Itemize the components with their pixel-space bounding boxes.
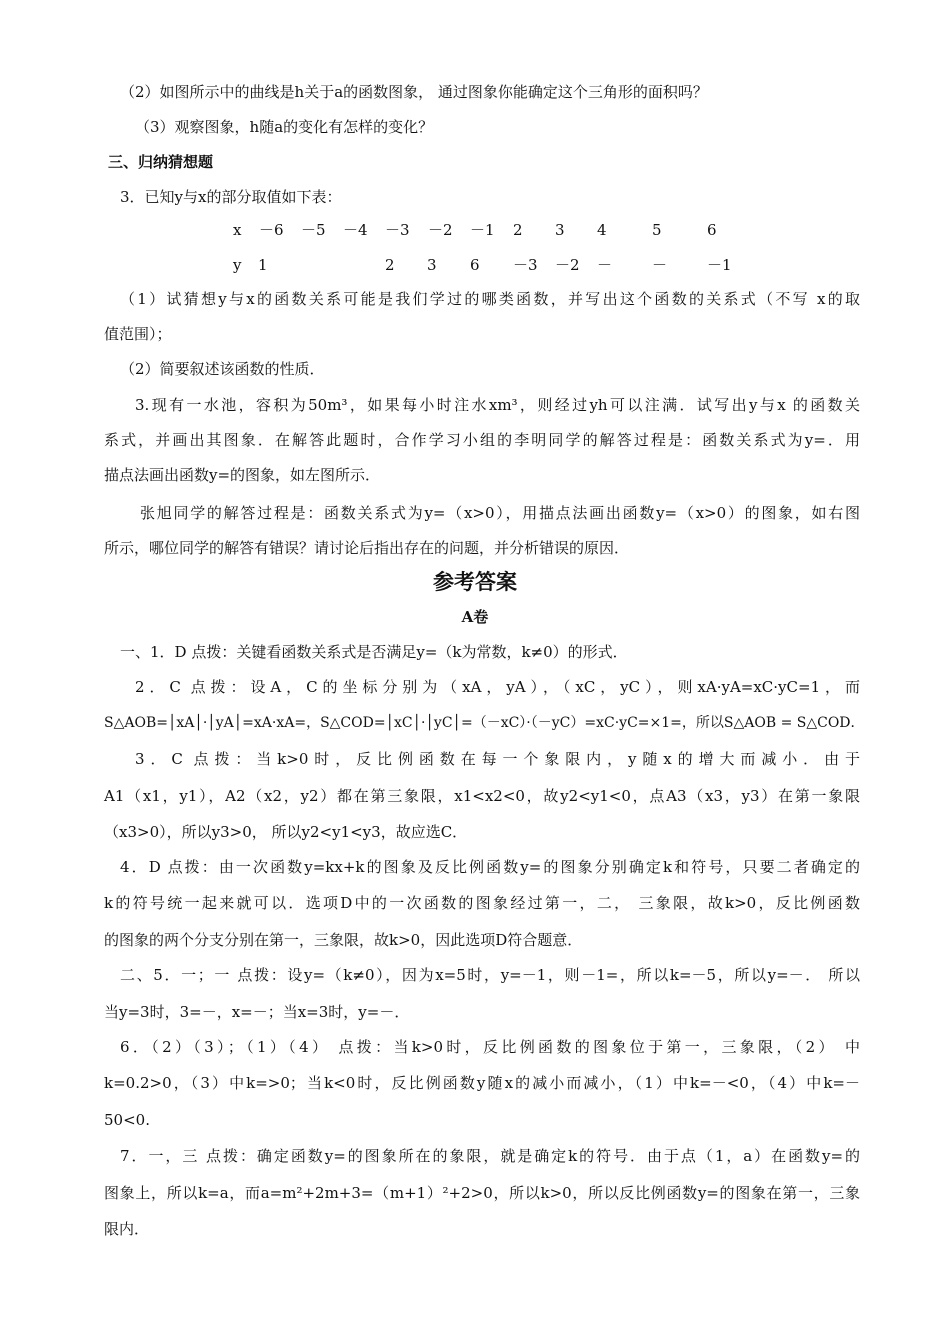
table-cell: －1 — [707, 256, 732, 274]
answer-3: 3．C 点拨：当k>0时，反比例函数在每一个象限内，y随x的增大而减小．由于 — [135, 750, 860, 768]
answer-7-cont-1: 图象上，所以k=a，而a=m²+2m+3=（m+1）²+2>0，所以k>0，所以反比例函数y=的图象在第一，三象 — [104, 1184, 860, 1202]
table-cell: 3 — [427, 256, 437, 274]
problem-water-tank-cont-1: 系式，并画出其图象．在解答此题时，合作学习小组的李明同学的解答过程是：函数关系式为y=．用 — [104, 431, 860, 449]
problem-water-tank-cont-2: 描点法画出函数y=的图象，如左图所示． — [104, 466, 381, 484]
answer-1: 一、1．D 点拨：关键看函数关系式是否满足y=（k为常数，k≠0）的形式． — [120, 643, 628, 661]
answer-2: 2．C 点拨：设A，C的坐标分别为（xA，yA），（xC，yC），则xA·yA=xC·yC=1，而 — [135, 678, 860, 696]
problem-3-intro: 3．已知y与x的部分取值如下表： — [120, 188, 342, 206]
table-cell: x — [233, 221, 242, 239]
table-cell: 3 — [555, 221, 565, 239]
answer-5-cont: 当y=3时，3=－，x=－；当x=3时，y=－． — [104, 1003, 410, 1021]
problem-zhang-xu: 张旭同学的解答过程是：函数关系式为y=（x>0），用描点法画出函数y=（x>0）的图象，如右图 — [140, 504, 860, 522]
table-cell: －3 — [513, 256, 538, 274]
table-cell: 2 — [513, 221, 523, 239]
table-cell: 5 — [652, 221, 662, 239]
table-cell: －4 — [343, 221, 368, 239]
table-cell: －5 — [301, 221, 326, 239]
answer-4-cont-2: 的图象的两个分支分别在第一，三象限，故k>0，因此选项D符合题意． — [104, 931, 583, 949]
table-cell: 4 — [597, 221, 607, 239]
answer-7: 7．一，三 点拨：确定函数y=的图象所在的象限，就是确定k的符号．由于点（1，a）在函数y=的 — [120, 1147, 860, 1165]
answer-title: 参考答案 — [433, 569, 517, 594]
answer-5: 二、5．一；一 点拨：设y=（k≠0），因为x=5时，y=－1，则－1=，所以k=－5，所以y=－． 所以 — [120, 966, 860, 984]
table-y-row — [0, 254, 950, 276]
table-x-row — [0, 219, 950, 241]
answer-6-cont-1: k=0.2>0，（3）中k=>0；当k<0时，反比例函数y随x的减小而减小，（1）中k=－<0，（4）中k=－ — [104, 1074, 860, 1092]
table-cell: 1 — [258, 256, 268, 274]
table-cell: y — [233, 256, 242, 274]
table-cell: － — [652, 256, 668, 274]
problem-water-tank: 3.现有一水池，容积为50m³，如果每小时注水xm³，则经过yh可以注满．试写出y与x 的函数关 — [135, 396, 860, 414]
answer-6-cont-2: 50<0. — [104, 1111, 150, 1129]
problem-zhang-xu-cont: 所示，哪位同学的解答有错误？请讨论后指出存在的问题，并分析错误的原因． — [104, 539, 630, 557]
table-cell: －2 — [428, 221, 453, 239]
table-cell: 2 — [385, 256, 395, 274]
table-cell: － — [597, 256, 613, 274]
table-cell: 6 — [707, 221, 717, 239]
table-cell: 6 — [470, 256, 480, 274]
answer-6: 6．（2）（3）；（1）（4） 点拨：当k>0时，反比例函数的图象位于第一，三象限，（2） 中 — [120, 1038, 860, 1056]
question-2-text: （2）如图所示中的曲线是h关于a的函数图象， 通过图象你能确定这个三角形的面积吗？ — [120, 83, 708, 101]
problem-3-part-1: （1）试猜想y与x的函数关系可能是我们学过的哪类函数，并写出这个函数的关系式（不写 x的取 — [120, 290, 860, 308]
problem-3-part-2: （2）简要叙述该函数的性质． — [120, 360, 325, 378]
section-heading: 三、归纳猜想题 — [108, 153, 214, 171]
answer-4-cont-1: k的符号统一起来就可以．选项D中的一次函数的图象经过第一，二， 三象限，故k>0，反比例函数 — [104, 894, 860, 912]
paper-a-title: A卷 — [461, 608, 489, 626]
answer-4: 4．D 点拨：由一次函数y=kx+k的图象及反比例函数y=的图象分别确定k和符号，只要二者确定的 — [120, 858, 860, 876]
table-cell: －1 — [470, 221, 495, 239]
table-cell: －6 — [259, 221, 284, 239]
answer-7-cont-2: 限内． — [104, 1220, 150, 1238]
problem-3-part-1-cont: 值范围）； — [104, 325, 172, 343]
table-cell: －2 — [555, 256, 580, 274]
answer-3-cont-1: A1（x1，y1），A2（x2，y2）都在第三象限，x1<x2<0，故y2<y1<0，点A3（x3，y3）在第一象限 — [104, 787, 860, 805]
table-cell: －3 — [385, 221, 410, 239]
question-3-text: （3）观察图象，h随a的变化有怎样的变化？ — [135, 118, 434, 136]
answer-3-cont-2: （x3>0），所以y3>0， 所以y2<y1<y3，故应选C． — [104, 823, 468, 841]
answer-2-cont: S△AOB=│xA│·│yA│=xA·xA=，S△COD=│xC│·│yC│=（－xC）·（－yC）=xC·yC=×1=，所以S△AOB = S△COD． — [104, 715, 865, 731]
